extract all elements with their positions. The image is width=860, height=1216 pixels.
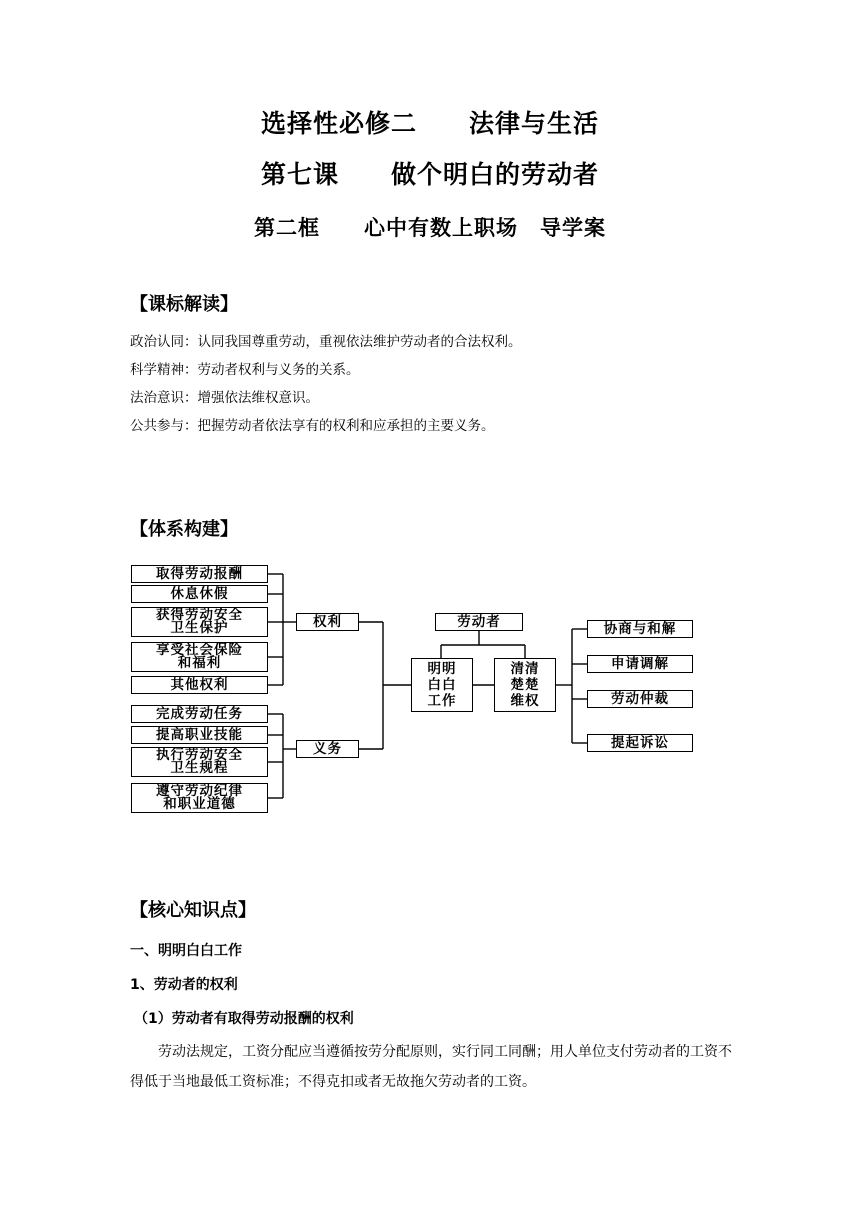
remedy-mediation: 申请调解	[587, 655, 693, 673]
rights-clearly-box: 清清 楚楚 维权	[494, 658, 556, 712]
right-item-rest: 休息休假	[131, 585, 268, 603]
structure-diagram	[125, 556, 705, 818]
work-clearly-box: 明明 白白 工作	[411, 658, 473, 712]
title-course: 选择性必修二 法律与生活	[260, 109, 599, 138]
heading-core-knowledge: 【核心知识点】	[130, 900, 256, 921]
title-frame: 第二框 心中有数上职场 导学案	[254, 216, 606, 240]
rights-label-box: 权利	[296, 613, 359, 631]
subheading-work-clearly: 一、明明白白工作	[130, 943, 242, 959]
right-item-remuneration: 取得劳动报酬	[131, 565, 268, 583]
curriculum-line: 公共参与：把握劳动者依法享有的权利和应承担的主要义务。	[130, 418, 495, 434]
heading-structure: 【体系构建】	[130, 519, 238, 540]
duties-label-box: 义务	[296, 740, 359, 758]
duty-item-discipline: 遵守劳动纪律 和职业道德	[131, 783, 268, 813]
subheading-worker-rights: 1、劳动者的权利	[130, 977, 238, 993]
title-lesson: 第七课 做个明白的劳动者	[260, 160, 599, 189]
curriculum-line: 法治意识：增强依法维权意识。	[130, 390, 319, 406]
right-item-other: 其他权利	[131, 676, 268, 694]
right-item-safety: 获得劳动安全 卫生保护	[131, 607, 268, 637]
curriculum-line: 政治认同：认同我国尊重劳动，重视依法维护劳动者的合法权利。	[130, 334, 522, 350]
subheading-remuneration-right: （1）劳动者有取得劳动报酬的权利	[134, 1011, 354, 1027]
curriculum-line: 科学精神：劳动者权利与义务的关系。	[130, 362, 360, 378]
paragraph-labor-law: 劳动法规定，工资分配应当遵循按劳分配原则，实行同工同酬；用人单位支付劳动者的工资不得低于当地最低工资标准；不得克扣或者无故拖欠劳动者的工资。	[130, 1044, 732, 1090]
remedy-litigation: 提起诉讼	[587, 734, 693, 752]
remedy-arbitration: 劳动仲裁	[587, 690, 693, 708]
duty-item-safety-rules: 执行劳动安全 卫生规程	[131, 747, 268, 777]
heading-curriculum: 【课标解读】	[130, 294, 238, 315]
duty-item-task: 完成劳动任务	[131, 705, 268, 723]
remedy-negotiation: 协商与和解	[587, 620, 693, 638]
duty-item-skills: 提高职业技能	[131, 726, 268, 744]
worker-box: 劳动者	[435, 613, 523, 631]
right-item-insurance: 享受社会保险 和福利	[131, 642, 268, 672]
